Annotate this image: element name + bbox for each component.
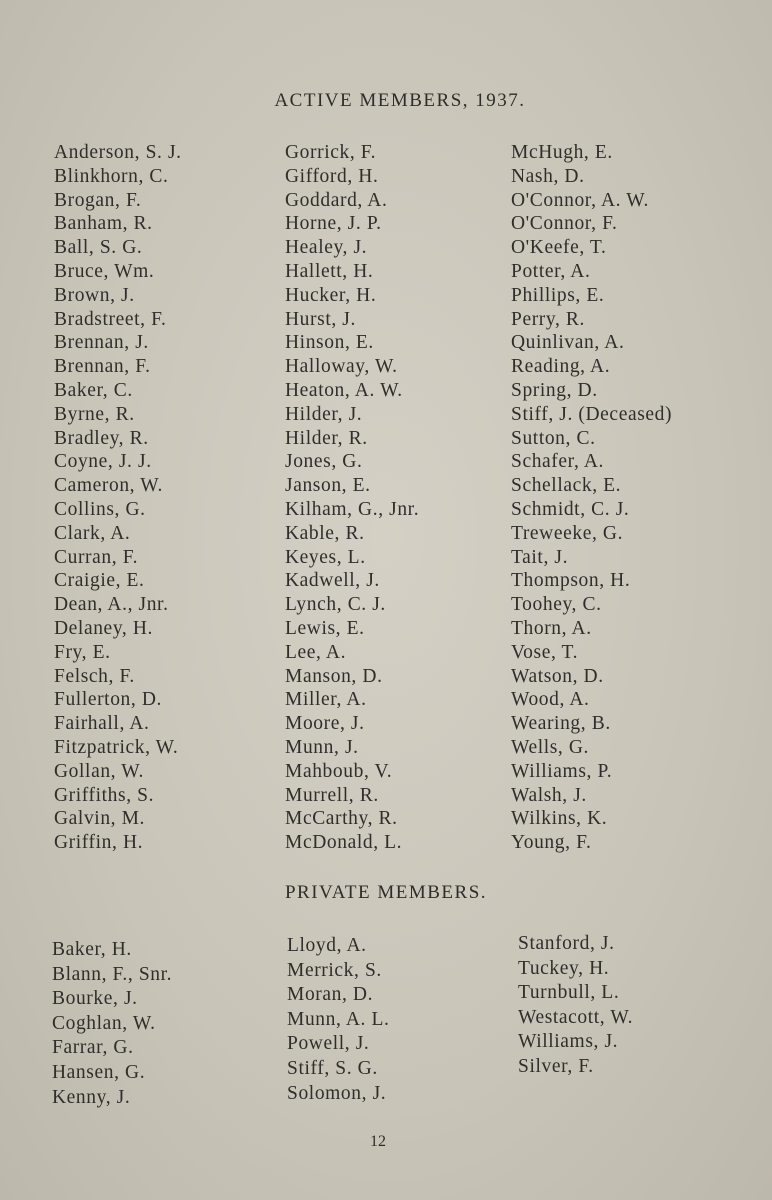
member-name: Kenny, J. [52,1086,131,1108]
member-name: Miller, A. [285,689,367,711]
member-name: Hansen, G. [52,1061,146,1083]
member-name: Felsch, F. [54,665,135,687]
member-name: Gifford, H. [285,165,379,187]
member-name: Schmidt, C. J. [511,498,630,520]
member-name: Brennan, J. [54,332,149,354]
member-name: Lloyd, A. [287,935,367,956]
member-name: Thorn, A. [511,617,592,639]
member-name: Treweeke, G. [511,522,624,544]
member-name: Stiff, J. (Deceased) [511,403,673,425]
member-name: Fullerton, D. [54,689,163,711]
member-name: Anderson, S. J. [54,142,182,163]
member-name: Schellack, E. [511,475,622,497]
member-name: Perry, R. [511,308,586,330]
member-name: Gollan, W. [54,760,144,782]
member-name: Kadwell, J. [285,570,380,592]
member-name: Hilder, R. [285,427,368,449]
member-name: Stiff, S. G. [287,1057,378,1079]
member-name: Young, F. [511,832,592,854]
member-name: Fry, E. [54,641,111,663]
member-name: Spring, D. [511,379,598,401]
member-name: Phillips, E. [511,284,605,306]
member-name: Solomon, J. [287,1082,387,1104]
member-name: Fitzpatrick, W. [54,736,179,758]
member-name: Wilkins, K. [511,808,608,830]
member-name: Hallett, H. [285,260,374,282]
member-name: Merrick, S. [287,959,382,981]
member-name: Westacott, W. [518,1006,634,1028]
member-name: Murrell, R. [285,784,379,806]
member-name: Watson, D. [511,665,604,687]
member-name: McHugh, E. [511,142,613,163]
member-name: Keyes, L. [285,546,366,568]
member-name: Kilham, G., Jnr. [285,498,420,520]
member-name: Wells, G. [511,736,590,758]
member-name: Craigie, E. [54,570,145,592]
member-name: O'Keefe, T. [511,237,607,259]
private-members-column-1 [52,938,172,1110]
member-name: Silver, F. [518,1055,594,1077]
member-name: Hucker, H. [285,284,377,306]
member-name: Moran, D. [287,984,374,1006]
member-name: Collins, G. [54,498,146,520]
member-name: Tait, J. [511,546,569,568]
member-name: Coghlan, W. [52,1012,156,1034]
member-name: Curran, F. [54,546,139,568]
active-members-column-2 [285,141,419,855]
member-name: Thompson, H. [511,570,631,592]
member-name: Janson, E. [285,475,371,497]
member-name: Farrar, G. [52,1037,134,1059]
member-name: Stanford, J. [518,933,615,954]
member-name: Sutton, C. [511,427,596,449]
member-name: Heaton, A. W. [285,379,403,401]
member-name: Potter, A. [511,260,591,282]
member-name: Hilder, J. [285,403,363,425]
member-name: Delaney, H. [54,617,154,639]
member-name: Williams, J. [518,1031,619,1053]
member-name: Jones, G. [285,451,363,473]
member-name: Brogan, F. [54,189,142,211]
member-name: Bradstreet, F. [54,308,167,330]
member-name: Galvin, M. [54,808,146,830]
member-name: Turnbull, L. [518,982,620,1004]
member-name: Banham, R. [54,213,153,235]
member-name: Lewis, E. [285,617,365,639]
member-name: Toohey, C. [511,594,602,616]
member-name: Lee, A. [285,641,347,663]
member-name: Dean, A., Jnr. [54,594,169,616]
member-name: Lynch, C. J. [285,594,386,616]
member-name: Fairhall, A. [54,713,150,735]
private-members-column-3 [518,932,633,1080]
member-name: Bruce, Wm. [54,260,155,282]
member-name: Powell, J. [287,1033,370,1055]
member-name: Baker, C. [54,379,133,401]
member-name: Horne, J. P. [285,213,382,235]
member-name: Halloway, W. [285,356,398,378]
member-name: Blinkhorn, C. [54,165,169,187]
member-name: Brennan, F. [54,356,151,378]
member-name: Walsh, J. [511,784,587,806]
member-name: Wearing, B. [511,713,611,735]
member-name: Hinson, E. [285,332,374,354]
member-name: Munn, A. L. [287,1008,390,1030]
member-name: Byrne, R. [54,403,135,425]
member-name: Schafer, A. [511,451,604,473]
active-members-heading: ACTIVE MEMBERS, 1937. [274,90,526,111]
member-name: Tuckey, H. [518,957,610,979]
member-name: Hurst, J. [285,308,356,330]
member-name: Munn, J. [285,736,359,758]
member-name: Brown, J. [54,284,135,306]
member-name: O'Connor, F. [511,213,618,235]
member-name: Moore, J. [285,713,365,735]
member-name: Williams, P. [511,760,613,782]
page-number: 12 [370,1133,386,1150]
member-name: Kable, R. [285,522,365,544]
member-name: Mahboub, V. [285,760,393,782]
member-name: McCarthy, R. [285,808,398,830]
member-name: Vose, T. [511,641,579,663]
member-name: O'Connor, A. W. [511,189,649,211]
member-name: Baker, H. [52,939,132,960]
member-name: Quinlivan, A. [511,332,625,354]
member-name: Goddard, A. [285,189,388,211]
member-name: Bradley, R. [54,427,149,449]
member-name: Reading, A. [511,356,611,378]
member-name: Cameron, W. [54,475,163,497]
member-name: Nash, D. [511,165,585,187]
member-name: Manson, D. [285,665,383,687]
member-name: Griffin, H. [54,832,144,854]
member-name: Ball, S. G. [54,237,143,259]
member-name: Coyne, J. J. [54,451,152,473]
member-name: Clark, A. [54,522,131,544]
active-members-column-1 [54,141,182,855]
member-name: Wood, A. [511,689,590,711]
member-name: Gorrick, F. [285,142,377,163]
active-members-column-3 [511,141,672,855]
member-name: Griffiths, S. [54,784,155,806]
member-name: McDonald, L. [285,832,403,854]
private-members-column-2 [287,934,389,1106]
member-name: Healey, J. [285,237,368,259]
private-members-heading: PRIVATE MEMBERS. [284,882,488,903]
member-name: Bourke, J. [52,988,138,1010]
member-name: Blann, F., Snr. [52,963,173,985]
